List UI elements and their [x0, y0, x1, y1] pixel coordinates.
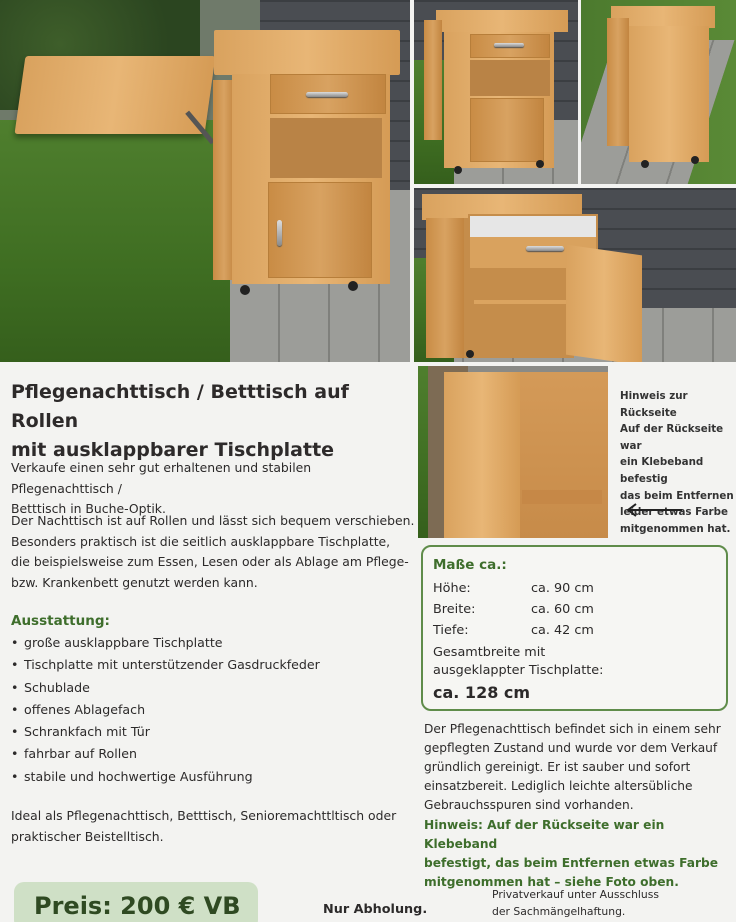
total-width-label: ausgeklappter Tischplatte: — [433, 663, 604, 678]
photo-front — [414, 0, 578, 184]
total-width-label: Gesamtbreite mit — [433, 645, 546, 660]
cabinet-door — [470, 98, 544, 162]
list-item: • Tischplatte mit unterstützender Gasdruckfeder — [11, 654, 415, 676]
text-line: mitgenommen hat – siehe Foto oben. — [424, 875, 679, 889]
open-shelf — [270, 118, 382, 178]
tape-mark — [522, 490, 602, 504]
text-line: die beispielsweise zum Essen, Lesen oder als Ablage am Pflege- — [11, 554, 409, 569]
dim-value: ca. 42 cm — [531, 623, 594, 638]
shelf-line — [474, 300, 570, 304]
text-line: Betttisch in Buche-Optik. — [11, 501, 166, 516]
photo-open — [414, 188, 736, 362]
features-list — [11, 632, 415, 788]
list-item: • Schrankfach mit Tür — [11, 721, 415, 743]
dim-label: Höhe: — [433, 581, 471, 596]
text-line: Gebrauchsspuren sind vorhanden. — [424, 798, 634, 812]
drawer-handle — [494, 43, 524, 47]
dim-label: Tiefe: — [433, 623, 469, 638]
price-text: Preis: 200 € VB — [34, 892, 241, 920]
wheel — [536, 160, 544, 168]
cabinet-door — [268, 182, 372, 278]
photo-back — [418, 366, 608, 538]
page-title — [11, 378, 415, 465]
text-line: einsatzbereit. Lediglich leichte altersübliche — [424, 779, 693, 793]
description-text — [11, 511, 415, 593]
list-item: • fahrbar auf Rollen — [11, 743, 415, 765]
text-line: bzw. Krankenbett genutzt werden kann. — [11, 574, 258, 590]
wheel — [240, 285, 250, 295]
title-line: Pflegenachttisch / Betttisch auf Rollen — [11, 381, 349, 432]
open-shelf — [470, 60, 550, 96]
dim-value: ca. 90 cm — [531, 581, 594, 596]
pickup-note: Nur Abholung. — [323, 902, 428, 917]
door-handle — [277, 220, 282, 246]
list-item: • stabile und hochwertige Ausführung — [11, 766, 415, 788]
photo-side — [581, 0, 736, 184]
note-line: ein Klebeband befestig — [620, 456, 704, 485]
text-line: Ideal als Pflegenachttisch, Betttisch, Senioremachttltisch oder — [11, 808, 397, 823]
folded-tabletop — [607, 18, 629, 146]
wheel — [348, 281, 358, 291]
arrow-left-icon — [624, 502, 684, 516]
lawn — [0, 120, 240, 362]
text-line: der Sachmängelhaftung. — [492, 905, 626, 918]
note-line: leider etwas Farbe — [620, 506, 728, 519]
text-line: Der Pflegenachttisch befindet sich in einem sehr — [424, 722, 721, 736]
text-line: Der Nachttisch ist auf Rollen und lässt sich bequem verschieben. — [11, 513, 415, 528]
cabinet-side — [424, 20, 442, 140]
list-item: • offenes Ablagefach — [11, 699, 415, 721]
price-badge — [14, 882, 258, 922]
text-line: gepflegten Zustand und wurde vor dem Verkauf — [424, 741, 718, 755]
cabinet-back — [520, 372, 608, 538]
photo-main — [0, 0, 410, 362]
note-line: das beim Entfernen — [620, 489, 734, 502]
note-line: Hinweis zur Rückseite — [620, 390, 688, 419]
dim-value: ca. 60 cm — [531, 602, 594, 617]
note-line: mitgenommen hat. — [620, 522, 731, 535]
dim-label: Breite: — [433, 602, 476, 617]
text-line: befestigt, das beim Entfernen etwas Farbe — [424, 856, 718, 870]
dimensions-heading: Maße ca.: — [433, 557, 507, 573]
cabinet-top — [436, 10, 568, 32]
cabinet-side — [426, 218, 464, 358]
list-item: • Schublade — [11, 677, 415, 699]
text-line: Verkaufe einen sehr gut erhaltenen und stabilen Pflegenachttisch / — [11, 460, 312, 496]
list-item: • große ausklappbare Tischplatte — [11, 632, 415, 654]
condition-text — [424, 720, 732, 815]
cabinet-side — [444, 372, 520, 538]
text-line: gründlich gereinigt. Er ist sauber und sofort — [424, 760, 691, 774]
cabinet-top — [214, 30, 400, 75]
title-line: mit ausklappbarer Tischplatte — [11, 439, 335, 461]
drawer-handle — [306, 92, 348, 97]
dimensions-box — [421, 545, 728, 711]
cabinet-body — [629, 26, 709, 162]
wheel — [641, 160, 649, 168]
drawer-handle — [526, 246, 564, 251]
text-line: praktischer Beistelltisch. — [11, 828, 164, 844]
total-width-value: ca. 128 cm — [433, 683, 531, 702]
wheel — [691, 156, 699, 164]
wheel — [454, 166, 462, 174]
text-line: Privatverkauf unter Ausschluss — [492, 888, 660, 901]
text-line: Hinweis: Auf der Rückseite war ein Klebeband — [424, 818, 665, 851]
note-line: Auf der Rückseite war — [620, 423, 724, 452]
text-line: Besonders praktisch ist die seitlich ausklappbare Tischplatte, — [11, 533, 391, 549]
features-heading: Ausstattung: — [11, 613, 110, 629]
ideal-text — [11, 806, 415, 847]
folded-tabletop — [15, 56, 216, 134]
wheel — [466, 350, 474, 358]
hint-text — [424, 816, 732, 892]
open-door — [566, 245, 642, 362]
